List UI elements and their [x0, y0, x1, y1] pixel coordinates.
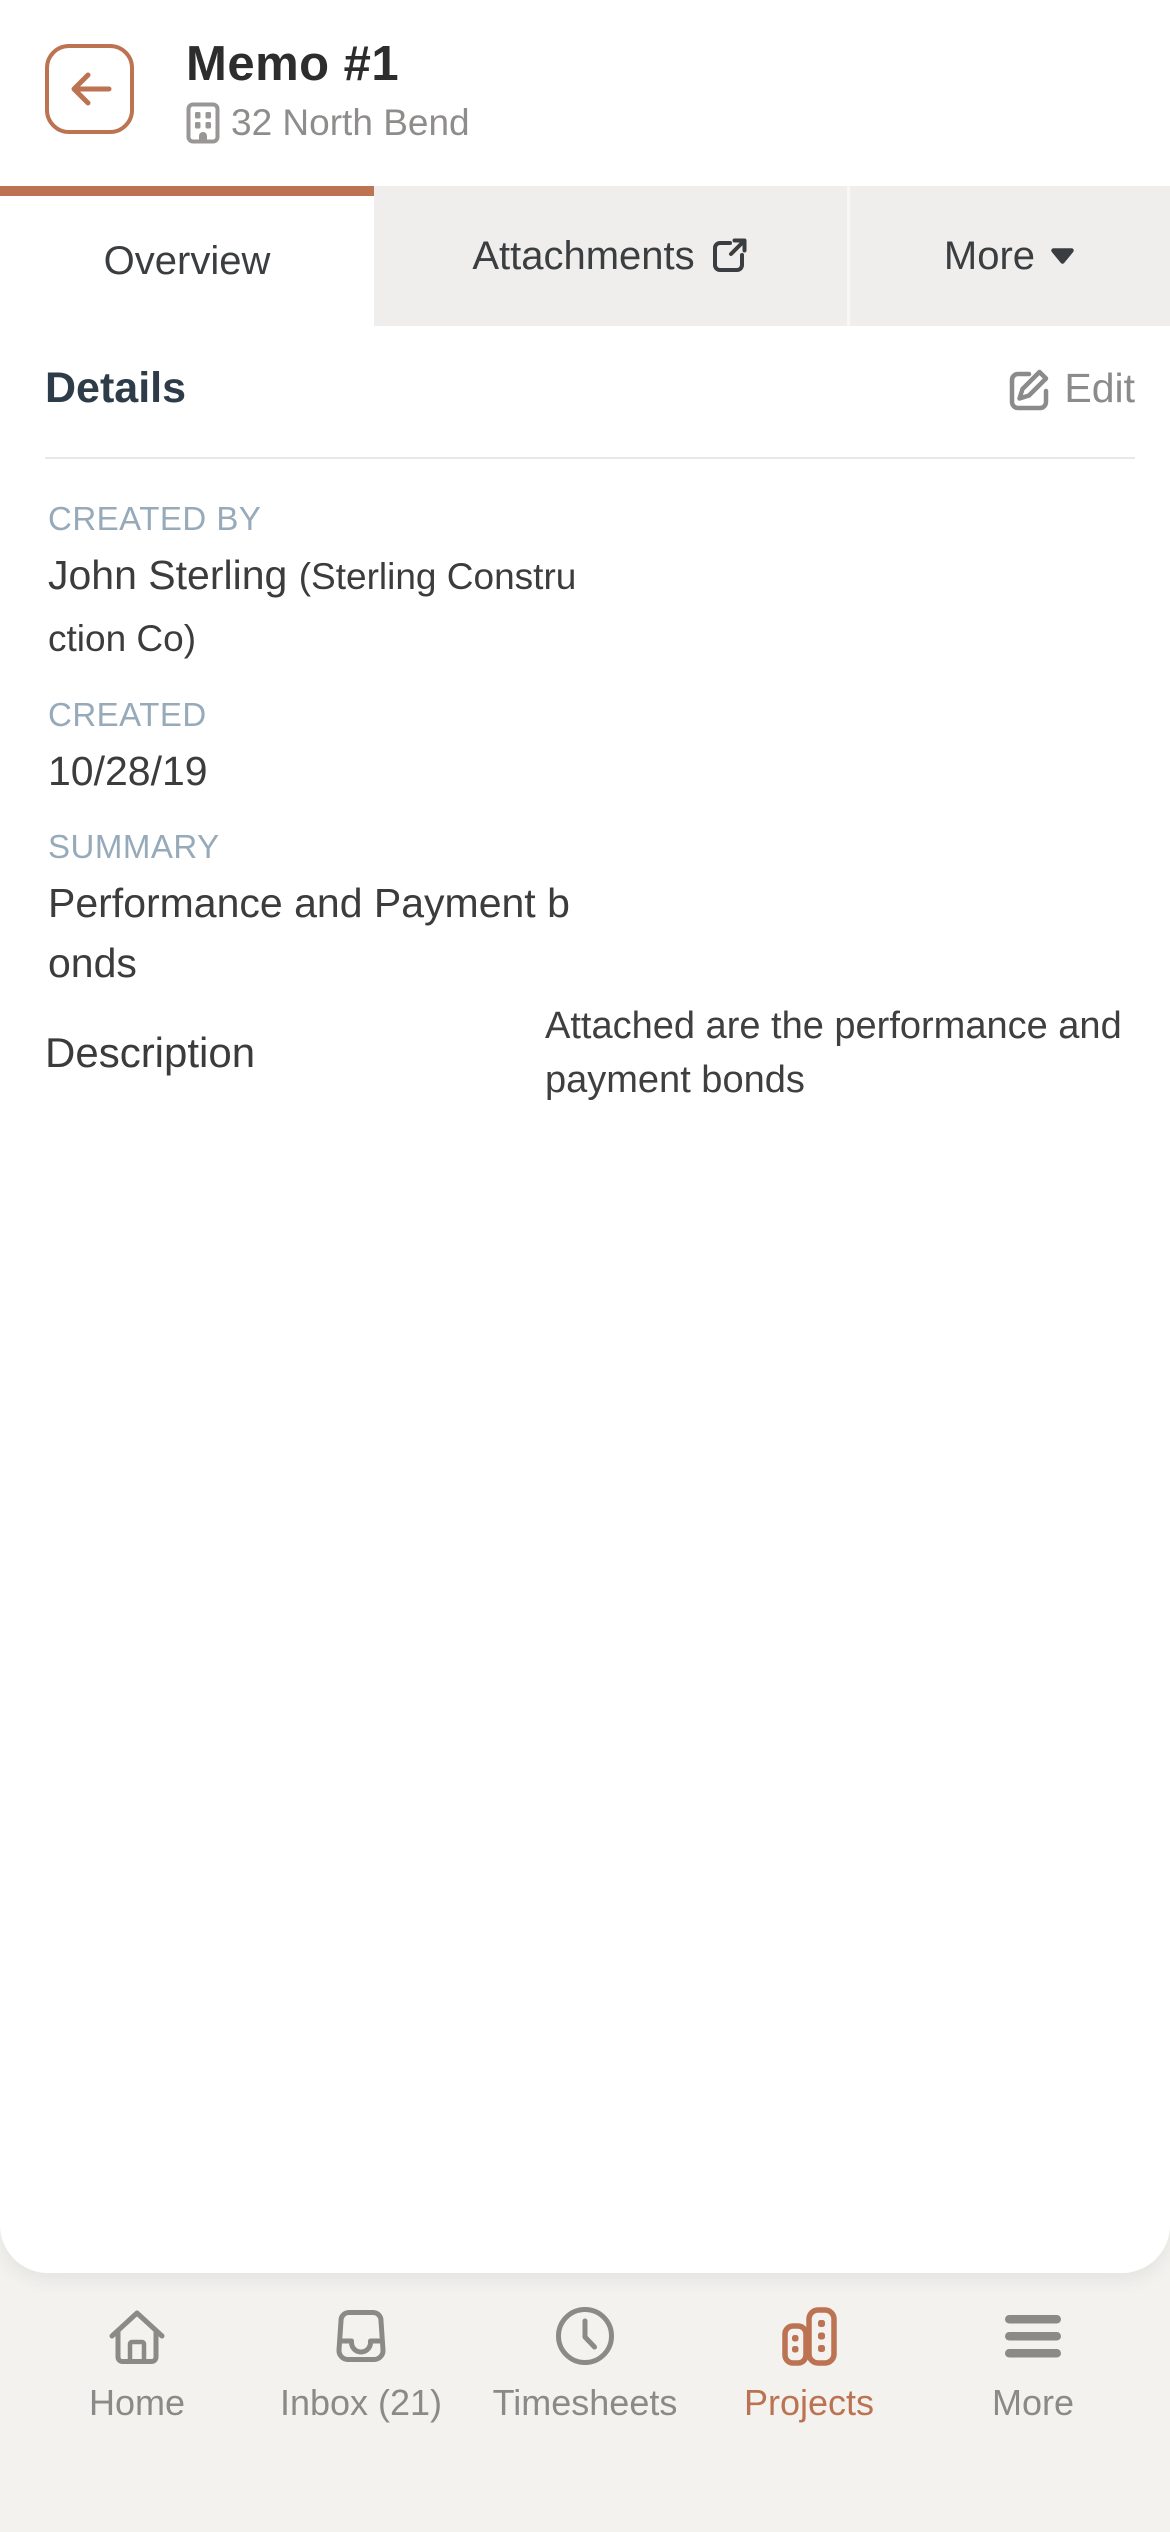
tab-overview[interactable] — [0, 186, 374, 326]
tab-attachments[interactable] — [374, 186, 847, 326]
tab-more[interactable] — [847, 186, 1170, 326]
field-created — [48, 695, 1135, 801]
nav-more[interactable] — [921, 2300, 1145, 2532]
bottom-nav — [0, 2300, 1170, 2532]
created-value: 10/28/19 — [48, 748, 208, 794]
inbox-icon — [329, 2300, 393, 2372]
clock-icon — [553, 2300, 617, 2372]
tab-overview-label: Overview — [103, 238, 271, 283]
summary-label: SUMMARY — [48, 828, 220, 865]
nav-timesheets[interactable] — [473, 2300, 697, 2532]
chevron-down-icon — [1049, 246, 1076, 267]
edit-icon — [1006, 366, 1052, 412]
created-by-name: John Sterling — [48, 552, 288, 598]
nav-home[interactable] — [25, 2300, 249, 2532]
project-row — [186, 102, 470, 144]
created-by-label: CREATED BY — [48, 500, 262, 537]
building-icon — [186, 102, 220, 144]
details-header-row — [45, 364, 1135, 413]
nav-home-label: Home — [88, 2382, 186, 2423]
created-label: CREATED — [48, 696, 207, 733]
back-button[interactable] — [45, 44, 134, 134]
project-name: 32 North Bend — [231, 102, 470, 143]
fields — [45, 459, 1135, 993]
description-label: Description — [45, 1029, 256, 1076]
header — [0, 0, 1170, 186]
menu-icon — [1003, 2300, 1063, 2372]
edit-label: Edit — [1064, 365, 1135, 411]
home-icon — [104, 2300, 170, 2372]
field-created-by — [48, 499, 1135, 669]
description-value: Attached are the performance and payment bonds — [545, 1005, 1122, 1101]
nav-timesheets-label: Timesheets — [492, 2382, 678, 2423]
page-title: Memo #1 — [186, 37, 400, 91]
tab-attachments-label: Attachments — [472, 233, 695, 278]
edit-button[interactable] — [1006, 365, 1135, 412]
details-heading: Details — [45, 364, 187, 412]
nav-inbox-label: Inbox (21) — [279, 2382, 443, 2423]
details-section — [0, 364, 1170, 1107]
nav-projects[interactable] — [697, 2300, 921, 2532]
tab-more-label: More — [943, 233, 1036, 278]
nav-more-label: More — [991, 2382, 1075, 2423]
header-titles — [186, 36, 470, 144]
buildings-icon — [778, 2300, 840, 2372]
description-row — [45, 999, 1135, 1107]
summary-value: Performance and Payment bonds — [48, 880, 570, 986]
nav-projects-label: Projects — [743, 2382, 875, 2423]
arrow-left-icon — [67, 70, 113, 108]
tab-bar — [0, 186, 1170, 326]
field-summary — [48, 827, 1135, 993]
created-by-company: (Sterling Construction Co) — [48, 556, 577, 659]
nav-inbox[interactable] — [249, 2300, 473, 2532]
external-link-icon — [709, 236, 749, 276]
created-by-value — [48, 545, 583, 669]
